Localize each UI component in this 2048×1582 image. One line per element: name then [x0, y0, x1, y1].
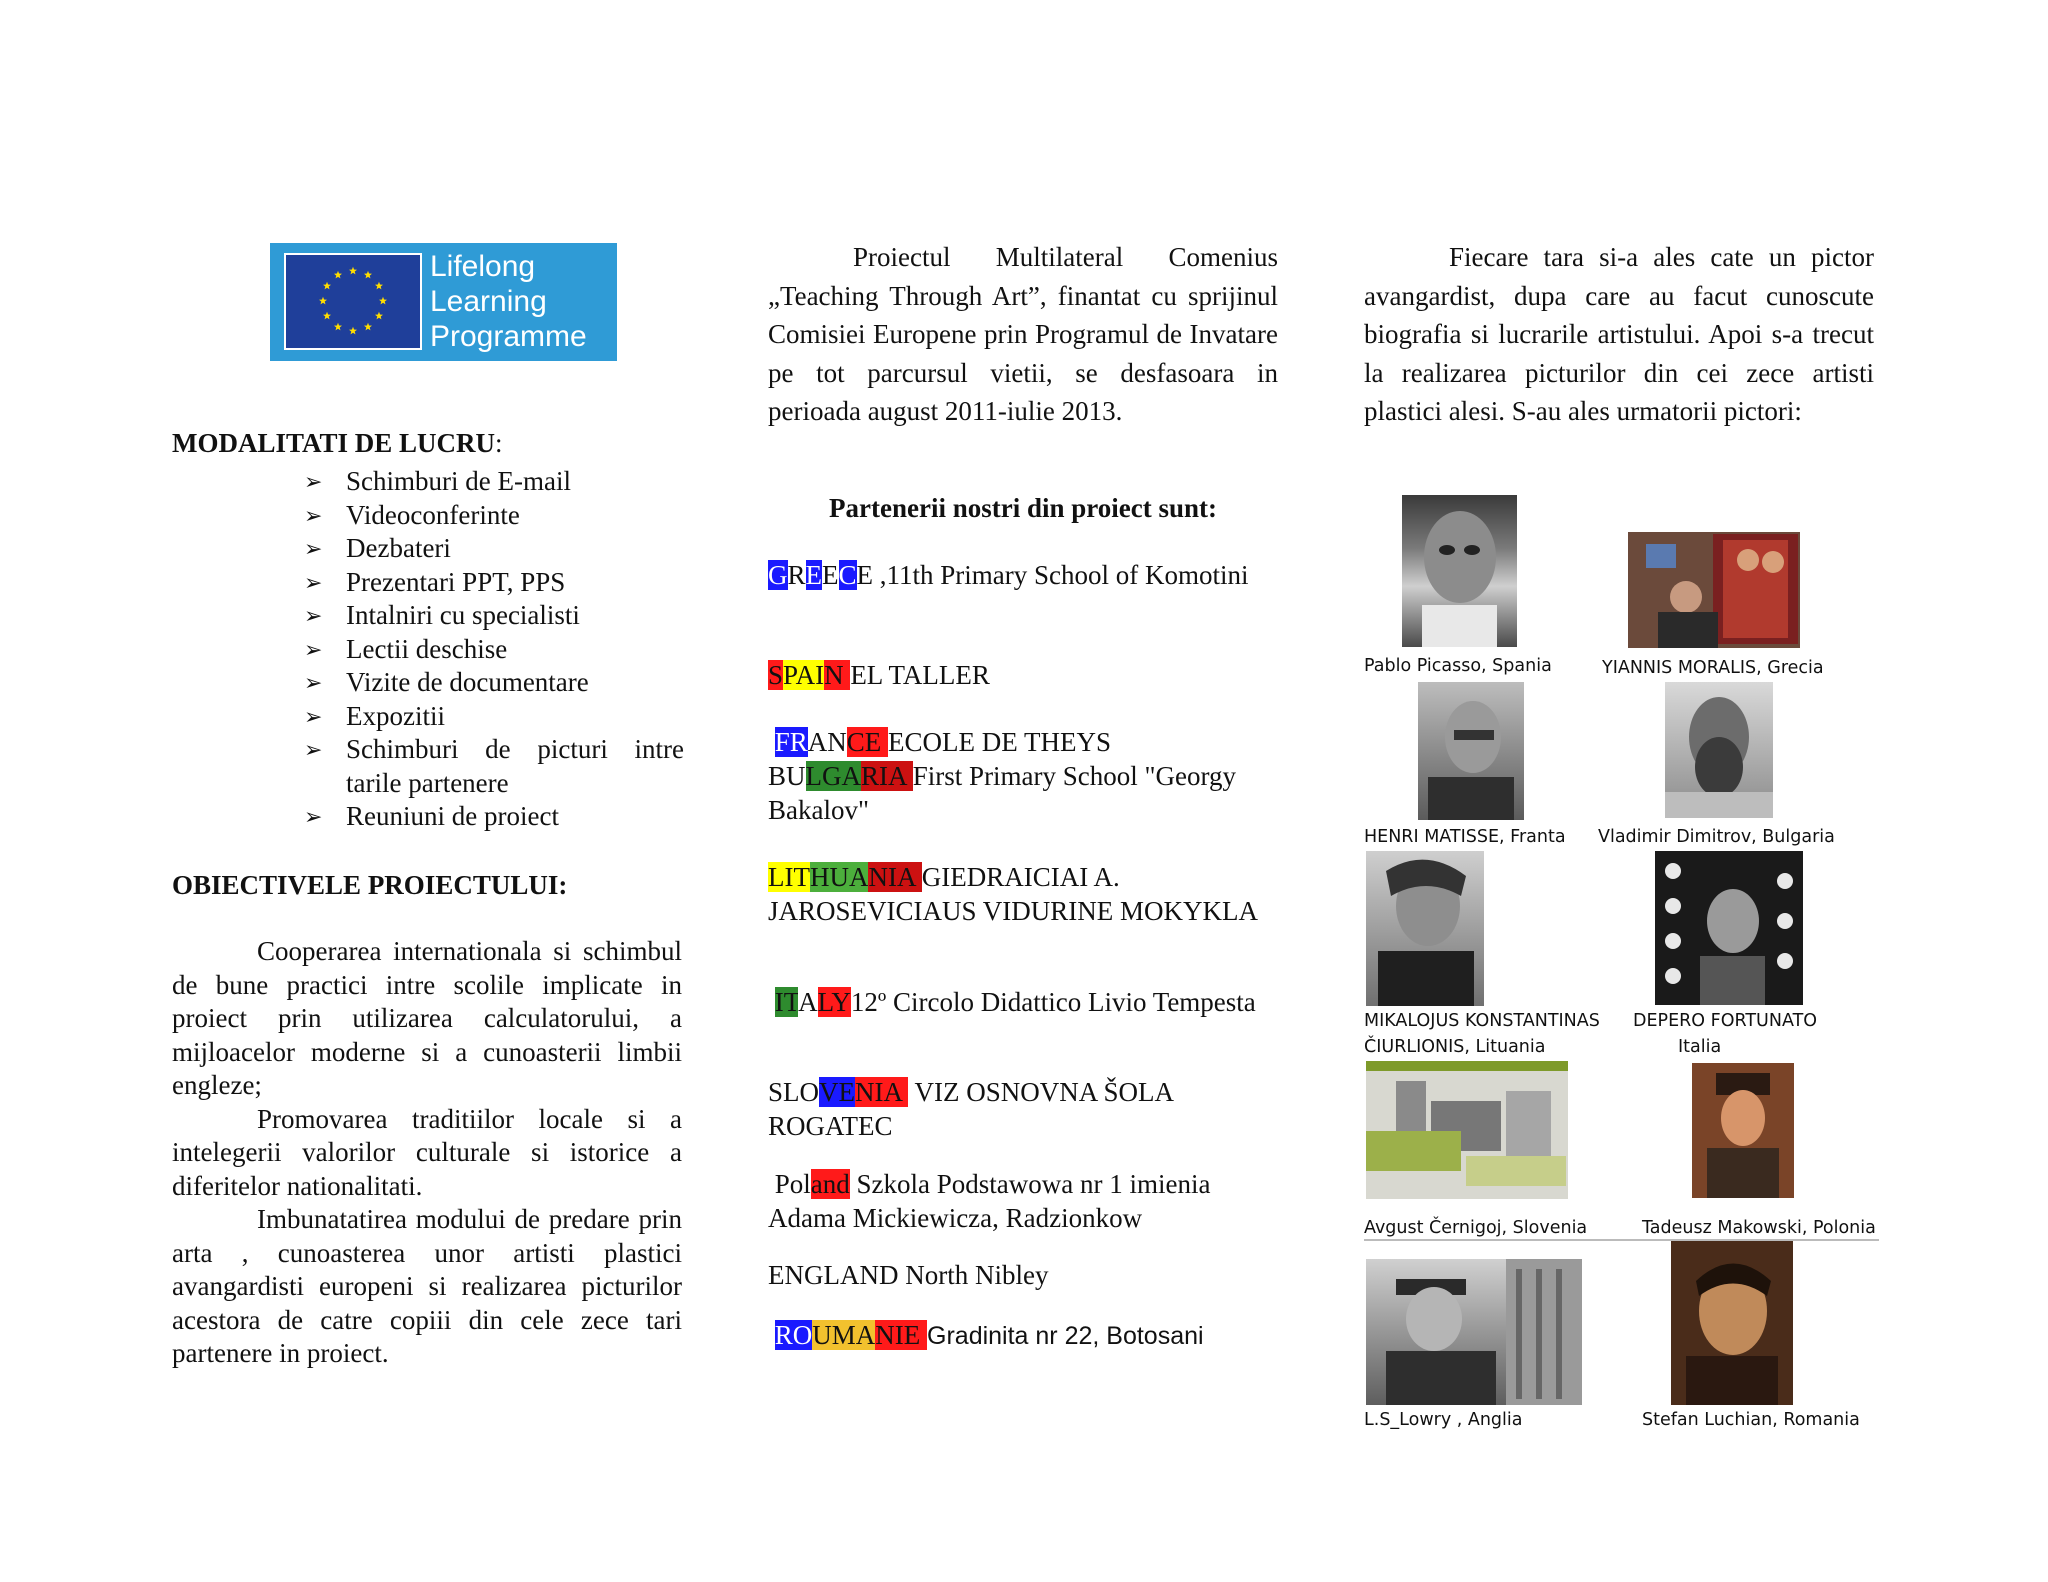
- eu-star-icon: [375, 312, 383, 320]
- eu-star-icon: [323, 312, 331, 320]
- partner-country-segment: PAI: [783, 660, 825, 690]
- methods-list: [304, 465, 684, 834]
- partner-country-segment: UMA: [812, 1320, 876, 1350]
- logo-line-1: Lifelong: [430, 250, 536, 283]
- eu-star-icon: [364, 323, 372, 331]
- arrow-bullet-icon: ➢: [304, 470, 323, 495]
- partner-country-segment: A: [798, 987, 818, 1017]
- arrow-bullet-icon: ➢: [304, 537, 323, 562]
- method-item: [304, 666, 684, 700]
- partner-country-segment: SLO: [768, 1077, 820, 1107]
- method-item-text: Reuniuni de proiect: [346, 801, 559, 831]
- method-item: [304, 532, 684, 566]
- eu-star-icon: [319, 297, 327, 305]
- arrow-bullet-icon: ➢: [304, 671, 323, 696]
- partner-country-segment: and: [810, 1169, 850, 1199]
- painter-caption: Tadeusz Makowski, Polonia: [1642, 1218, 1876, 1238]
- partner-school: ,11th Primary School of Komotini: [873, 560, 1249, 590]
- partner-entry: [768, 759, 1288, 827]
- partner-country-segment: FR: [774, 727, 808, 757]
- painter-caption: Italia: [1678, 1037, 1722, 1057]
- partner-country-segment: LIT: [768, 862, 810, 892]
- method-item-text: Dezbateri: [346, 533, 451, 563]
- painting-portrait-picasso: [1402, 495, 1517, 647]
- arrow-bullet-icon: ➢: [304, 805, 323, 830]
- objective-paragraph: Cooperarea internationala si schimbul de bune practici intre scolile implicate in proiect prin utilizarea calculatorului, a mijloacelor moderne si a cunoasterii limbii engleze;: [172, 936, 682, 1100]
- method-item: [304, 566, 684, 600]
- partner-country-segment: NIE: [875, 1320, 928, 1350]
- eu-star-icon: [349, 267, 357, 275]
- method-item-text: Prezentari PPT, PPS: [346, 566, 566, 597]
- partner-school: 12º Circolo Didattico Livio Tempesta: [850, 987, 1256, 1017]
- partner-school: VIZ OSNOVNA ŠOLA ROGATEC: [768, 1077, 1173, 1141]
- partner-entry: [768, 1258, 1288, 1292]
- partner-entry: [768, 558, 1288, 592]
- objectives-body: [172, 935, 682, 1371]
- objective-paragraph: Promovarea traditiilor locale si a intelegerii valorilor culturale si istorice a diferitelor nationalitati.: [172, 1103, 682, 1201]
- painter-caption: Stefan Luchian, Romania: [1642, 1410, 1860, 1430]
- painting-portrait-cernigoj: [1366, 1061, 1568, 1199]
- partner-entry: [768, 658, 1288, 692]
- partner-country-segment: ENGLAND: [768, 1260, 899, 1290]
- arrow-bullet-icon: ➢: [304, 503, 323, 529]
- objective-paragraph: Imbunatatirea modului de predare prin arta , cunoasterea unor artisti plastici avangardisti europeni si realizarea picturilor acestora de catre copiii din cele zece tari partenere in proiect.: [172, 1204, 682, 1368]
- partner-entry: [768, 860, 1288, 928]
- painting-portrait-ciurlionis: [1366, 851, 1484, 1006]
- method-item-text: Lectii deschise: [346, 633, 508, 664]
- partner-school: GIEDRAICIAI A. JAROSEVICIAUS VIDURINE MOKYKLA: [768, 862, 1259, 926]
- partner-country-segment: Pol: [768, 1169, 811, 1199]
- project-intro: Proiectul Multilateral Comenius „Teaching Through Art”, finantat cu sprijinul Comisiei Europene prin Programul de Invatare pe tot parcursul vietii, se desfasoara in perioada august 2011-iulie 2013.: [768, 242, 1278, 426]
- arrow-bullet-icon: ➢: [304, 604, 323, 629]
- eu-star-icon: [349, 327, 357, 335]
- method-item-text: Videoconferinte: [346, 499, 520, 530]
- painter-caption: Pablo Picasso, Spania: [1364, 656, 1552, 676]
- painting-portrait-dimitrov: [1665, 682, 1773, 818]
- painter-caption: HENRI MATISSE, Franta: [1364, 827, 1566, 847]
- painter-caption: ČIURLIONIS, Lituania: [1364, 1037, 1546, 1057]
- eu-star-icon: [379, 297, 387, 305]
- method-item: [304, 465, 684, 499]
- partner-country-segment: CE: [846, 727, 889, 757]
- partner-country-segment: LGA: [805, 761, 862, 791]
- partner-country-segment: RO: [774, 1320, 813, 1350]
- painter-caption: MIKALOJUS KONSTANTINAS: [1364, 1011, 1600, 1031]
- partner-country-segment: E: [805, 560, 823, 590]
- method-item: [304, 733, 684, 800]
- partner-entry: [768, 985, 1288, 1019]
- divider-line: [1364, 1239, 1879, 1241]
- partner-country-segment: R: [787, 560, 806, 590]
- partner-country-segment: VE: [819, 1077, 856, 1107]
- logo-line-3: Programme: [430, 320, 587, 353]
- method-item-text: Vizite de documentare: [346, 667, 589, 697]
- method-item-text: Expozitii: [346, 700, 445, 731]
- arrow-bullet-icon: ➢: [304, 637, 323, 663]
- methods-heading-text: MODALITATI DE LUCRU: [172, 428, 496, 458]
- method-item: [304, 599, 684, 633]
- partner-entry: [768, 725, 1288, 759]
- partner-entry: [768, 1318, 1288, 1353]
- partner-country-segment: LY: [817, 987, 851, 1017]
- partner-country-segment: IT: [774, 987, 799, 1017]
- partner-country-segment: S: [768, 660, 784, 690]
- eu-star-icon: [375, 282, 383, 290]
- painter-caption: YIANNIS MORALIS, Grecia: [1602, 658, 1824, 678]
- method-item-text: Schimburi de picturi intre tarile partenere: [346, 734, 684, 798]
- partner-country-segment: NIA: [868, 862, 922, 892]
- partner-country-segment: HUA: [809, 862, 869, 892]
- partner-school: Szkola Podstawowa nr 1 imienia Adama Mickiewicza, Radzionkow: [768, 1169, 1211, 1233]
- objectives-heading: OBIECTIVELE PROIECTULUI:: [172, 870, 568, 900]
- painting-portrait-moralis: [1628, 532, 1800, 648]
- partner-school: North Nibley: [898, 1260, 1049, 1290]
- method-item-text: Schimburi de E-mail: [346, 466, 571, 496]
- painters-intro: Fiecare tara si-a ales cate un pictor avangardist, dupa care au facut cunoscute biografia si lucrarile artistului. Apoi s-a trecut la realizarea picturilor din cei zece artisti plastici alesi. S-au ales urmatorii pictori:: [1364, 242, 1874, 426]
- painting-portrait-luchian: [1671, 1241, 1793, 1405]
- partner-country-segment: [768, 1320, 775, 1350]
- partner-school: Gradinita nr 22, Botosani: [927, 1322, 1204, 1350]
- eu-star-icon: [323, 282, 331, 290]
- partner-entry: [768, 1075, 1288, 1143]
- logo-text: [430, 249, 587, 354]
- partner-country-segment: G: [768, 560, 788, 590]
- methods-heading-colon: :: [495, 428, 503, 458]
- arrow-bullet-icon: ➢: [304, 738, 323, 763]
- partner-country-segment: N: [824, 660, 851, 690]
- partner-country-segment: BU: [768, 761, 806, 791]
- painting-portrait-lowry: [1366, 1259, 1582, 1405]
- partner-country-segment: E: [822, 560, 839, 590]
- partner-school: EL TALLER: [850, 660, 990, 690]
- painter-caption: L.S_Lowry , Anglia: [1364, 1410, 1523, 1430]
- method-item: [304, 633, 684, 667]
- eu-star-icon: [334, 323, 342, 331]
- painter-caption: DEPERO FORTUNATO: [1633, 1011, 1818, 1031]
- method-item: [304, 700, 684, 734]
- arrow-bullet-icon: ➢: [304, 570, 323, 596]
- partner-country-segment: NIA: [855, 1077, 909, 1107]
- partner-school: ECOLE DE THEYS: [888, 727, 1112, 757]
- painting-portrait-matisse: [1418, 682, 1524, 820]
- partner-country-segment: AN: [807, 727, 847, 757]
- logo-line-2: Learning: [430, 285, 547, 318]
- method-item: [304, 499, 684, 533]
- arrow-bullet-icon: ➢: [304, 704, 323, 730]
- partner-country-segment: [768, 987, 775, 1017]
- methods-heading: [172, 428, 503, 459]
- eu-flag-icon: [284, 253, 422, 350]
- eu-star-icon: [364, 271, 372, 279]
- painting-portrait-makowski: [1692, 1063, 1794, 1198]
- painter-caption: Avgust Černigoj, Slovenia: [1364, 1218, 1588, 1238]
- lifelong-learning-logo: [270, 243, 617, 361]
- method-item: [304, 800, 684, 834]
- partner-country-segment: E: [856, 560, 874, 590]
- partner-school: First Primary School "Georgy Bakalov": [768, 761, 1237, 825]
- painting-portrait-depero: [1655, 851, 1803, 1005]
- eu-star-icon: [334, 271, 342, 279]
- painter-caption: Vladimir Dimitrov, Bulgaria: [1598, 827, 1835, 847]
- partners-heading: Partenerii nostri din proiect sunt:: [829, 493, 1217, 523]
- method-item-text: Intalniri cu specialisti: [346, 600, 580, 630]
- partner-country-segment: [768, 727, 775, 757]
- partner-country-segment: C: [838, 560, 857, 590]
- partner-entry: [768, 1167, 1288, 1235]
- partner-country-segment: RIA: [861, 761, 913, 791]
